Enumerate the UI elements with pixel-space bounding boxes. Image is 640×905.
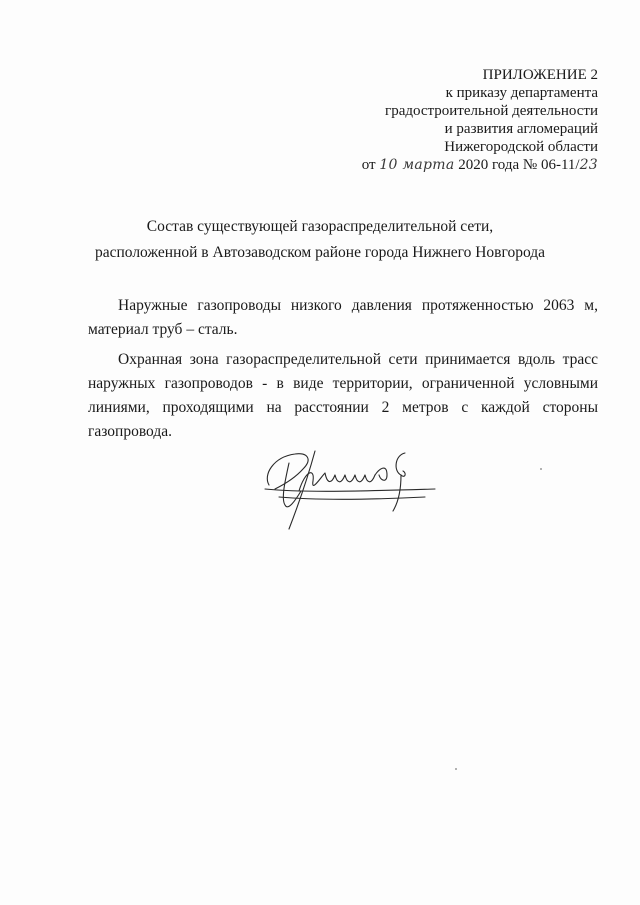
document-body xyxy=(88,294,598,444)
appendix-header xyxy=(362,66,598,174)
scan-speck xyxy=(540,468,542,470)
document-title xyxy=(0,214,640,266)
date-prefix: от xyxy=(361,157,376,173)
paragraph-pipelines: Наружные газопроводы низкого давления протяженностью 2063 м, материал труб – сталь. xyxy=(88,297,598,338)
title-line-1: Состав существующей газораспределительной сети, xyxy=(146,218,494,235)
handwritten-number: 23 xyxy=(579,157,598,173)
region-line: Нижегородской области xyxy=(444,139,598,155)
date-year: 2020 года № xyxy=(458,157,538,173)
title-line-2: расположенной в Автозаводском районе города Нижнего Новгорода xyxy=(94,244,546,261)
appendix-title: ПРИЛОЖЕНИЕ 2 xyxy=(482,67,598,83)
order-number: 06-11/ xyxy=(540,157,580,173)
handwritten-date: 10 марта xyxy=(379,157,455,173)
department-line-2: и развития агломераций xyxy=(444,121,598,137)
order-reference-line: к приказу департамента xyxy=(445,85,598,101)
scan-speck xyxy=(455,768,457,770)
order-date-line xyxy=(362,156,598,174)
paragraph-protection-zone: Охранная зона газораспределительной сети принимается вдоль трасс наружных газопроводов - в виде территории, ограниченной условными линиями, проходящими на расстоянии 2 метров с каждой стороны газопровода. xyxy=(88,351,598,440)
department-line: градостроительной деятельности xyxy=(385,103,598,119)
handwritten-signature xyxy=(255,445,455,535)
